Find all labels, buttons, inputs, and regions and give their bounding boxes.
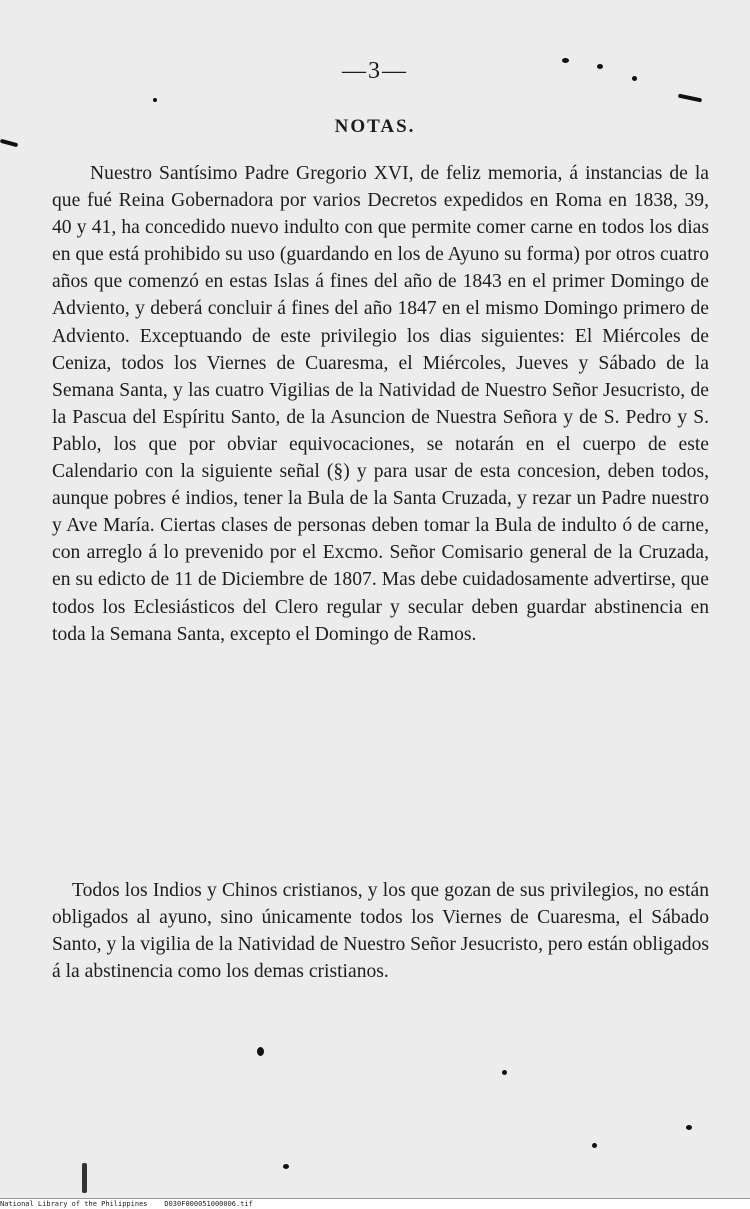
page-title: NOTAS. <box>334 116 416 137</box>
footer-library: National Library of the Philippines <box>0 1200 148 1208</box>
scan-speck <box>632 76 637 81</box>
scan-speck <box>502 1070 507 1075</box>
scan-footer <box>0 1198 750 1209</box>
scan-speck <box>592 1143 597 1148</box>
scan-speck <box>153 98 157 102</box>
footer-file: D030F000051000006.tif <box>164 1200 253 1208</box>
paragraph-2: Todos los Indios y Chinos cristianos, y los que gozan de sus privilegios, no están obligados al ayuno, sino únicamente todos los Viernes de Cuaresma, el Sábado Santo, y la vigilia de la Natividad de Nuestro Señor Jesucristo, pero están obligados á la abstinencia como los demas cristianos. <box>52 880 709 983</box>
scan-speck <box>257 1047 264 1056</box>
page-number: —3— <box>342 58 408 84</box>
scan-speck <box>597 64 603 69</box>
scan-speck <box>686 1125 692 1130</box>
scan-speck <box>678 94 702 103</box>
paragraph-1: Nuestro Santísimo Padre Gregorio XVI, de feliz memoria, á instancias de la que fué Reina Gobernadora por varios Decretos expedidos en Roma en 1838, 39, 40 y 41, ha concedido nuevo indulto con que permite comer carne en todos los dias en que está prohibido su uso (guardando en los de Ayuno su forma) por otros cuatro años que comenzó en estas Islas á fines del año de 1843 en el primer Domingo de Adviento, y deberá concluir á fines del año 1847 en el mismo Domingo primero de Adviento. Exceptuando de este privilegio los dias siguientes: El Miércoles de Ceniza, todos los Viernes de Cuaresma, el Miércoles, Jueves y Sábado de la Semana Santa, y las cuatro Vigilias de la Natividad de Nuestro Señor Jesucristo, de la Pascua del Espíritu Santo, de la Asuncion de Nuestra Señora y de S. Pedro y S. Pablo, los que por obviar equivocaciones, se notarán en el cuerpo de este Calendario con la siguiente señal (§) y para usar de esta concesion, deben todos, aunque pobres é indios, tener la Bula de la Santa Cruzada, y rezar un Padre nuestro y Ave María. Ciertas clases de personas deben tomar la Bula de indulto ó de carne, con arreglo á lo prevenido por el Excmo. Señor Comisario general de la Cruzada, en su edicto de 11 de Diciembre de 1807. Mas debe cuidadosamente advertirse, que todos los Eclesiásticos del Clero regular y secular deben guardar abstinencia en toda la Semana Santa, excepto el Domingo de Ramos. <box>52 163 709 645</box>
scan-speck <box>562 58 569 63</box>
scan-speck <box>0 139 18 148</box>
scan-speck <box>82 1163 87 1193</box>
scan-speck <box>283 1164 289 1169</box>
